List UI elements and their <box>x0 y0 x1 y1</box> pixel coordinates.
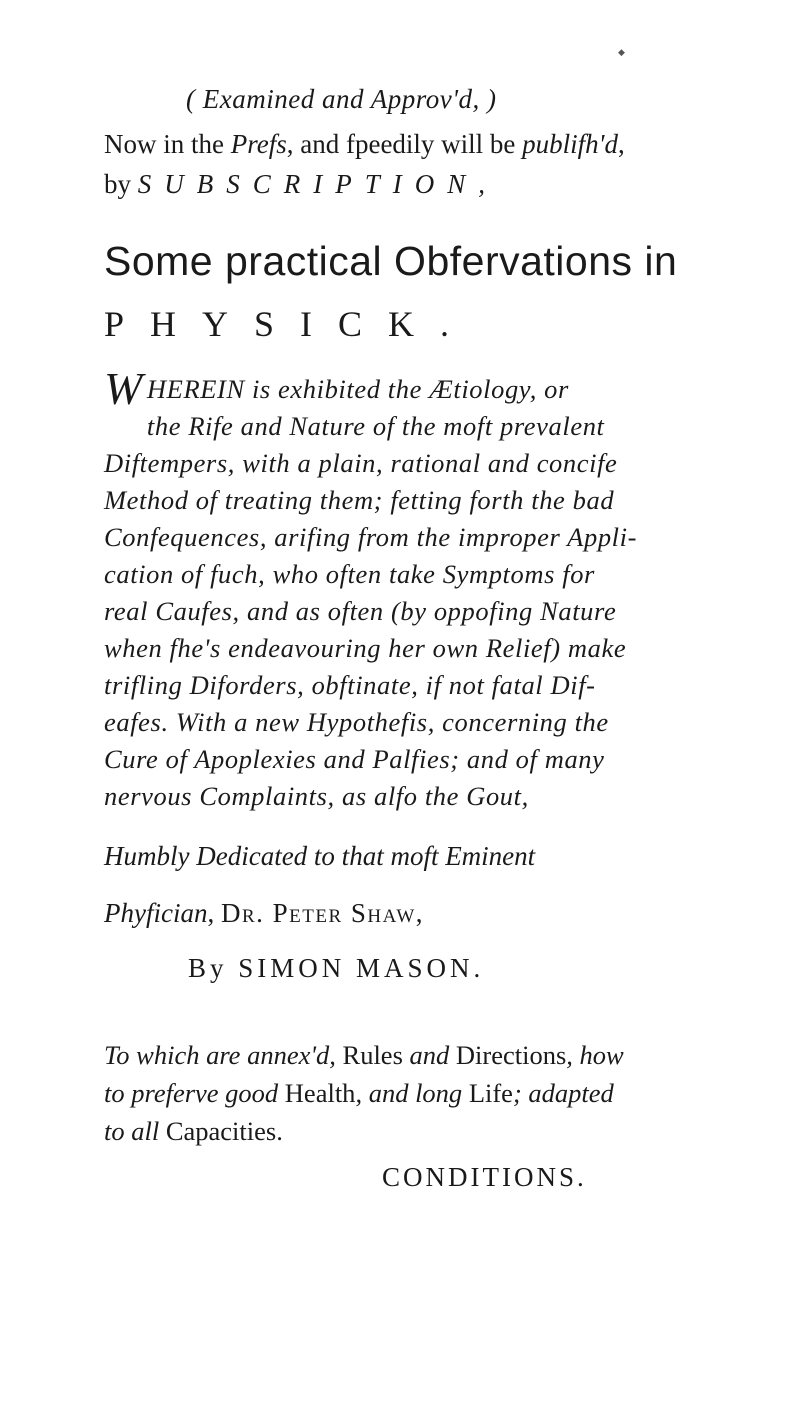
dedication-comma: , <box>207 898 221 928</box>
doctor-name: Dr. Peter Shaw, <box>220 898 425 928</box>
subscription-text: SUBSCRIPTION, <box>137 169 498 199</box>
prefs-text: Prefs <box>230 129 287 159</box>
dedication-line-2 <box>104 898 740 929</box>
annex-line-2 <box>104 1074 740 1112</box>
drop-cap: W <box>104 363 143 414</box>
examined-heading: ( Examined and Approv'd, ) <box>186 84 497 114</box>
directions-text: Directions <box>455 1040 567 1070</box>
description-paragraph <box>104 363 738 815</box>
annex-paragraph <box>104 1036 740 1150</box>
to-all-text: to all <box>104 1116 166 1146</box>
preserve-text: to preferve good <box>104 1078 285 1108</box>
to-which-text: To which are annex'd, <box>104 1040 343 1070</box>
adapted-text: ; adapted <box>512 1078 614 1108</box>
dedication-line-1: Humbly Dedicated to that moft Eminent <box>104 841 536 871</box>
rules-text: Rules <box>342 1040 403 1070</box>
health-text: Health <box>284 1078 356 1108</box>
body-line: Method of treating them; fetting forth the bad <box>104 485 615 515</box>
body-line: eafes. With a new Hypothefis, concerning the <box>104 707 609 737</box>
body-line: Cure of Apoplexies and Palfies; and of many <box>104 744 605 774</box>
body-line: cation of fuch, who often take Symptoms for <box>104 559 595 589</box>
life-text: Life <box>468 1078 513 1108</box>
ornament-mark: ◆ <box>618 47 625 57</box>
physician-text: Phyfician <box>104 898 208 928</box>
published-text: publifh'd <box>522 129 618 159</box>
body-line: HEREIN is exhibited the Ætiology, or <box>146 374 569 404</box>
body-line: real Caufes, and as often (by oppofing Nature <box>104 596 617 626</box>
body-line: Diftempers, with a plain, rational and concife <box>104 448 618 478</box>
capacities-text: Capacities. <box>165 1116 283 1146</box>
annex-line-1 <box>104 1036 740 1074</box>
conditions-heading: CONDITIONS. <box>382 1162 587 1192</box>
body-line: nervous Complaints, as alfo the Gout, <box>104 781 529 811</box>
body-line: when fhe's endeavouring her own Relief) make <box>104 633 627 663</box>
author-byline: By SIMON MASON. <box>188 953 485 983</box>
announcement-line-1 <box>104 124 740 164</box>
annex-line-3 <box>104 1112 740 1150</box>
by-text: by <box>104 169 138 199</box>
speedily-text: , and fpeedily will be <box>286 129 523 159</box>
how-text: , how <box>566 1040 624 1070</box>
and-text: and <box>402 1040 456 1070</box>
body-line: Confequences, arifing from the improper Appli- <box>104 522 638 552</box>
title-line-1: Some practical Obfervations in <box>104 238 678 284</box>
comma-text: , <box>617 129 625 159</box>
now-in-text: Now in the <box>104 129 231 159</box>
and-long-text: , and long <box>355 1078 469 1108</box>
body-line: trifling Diforders, obftinate, if not fatal Dif- <box>104 670 596 700</box>
announcement-line-2 <box>104 164 740 204</box>
body-line: the Rife and Nature of the moft prevalent <box>146 411 605 441</box>
title-line-2: PHYSICK. <box>104 304 476 344</box>
